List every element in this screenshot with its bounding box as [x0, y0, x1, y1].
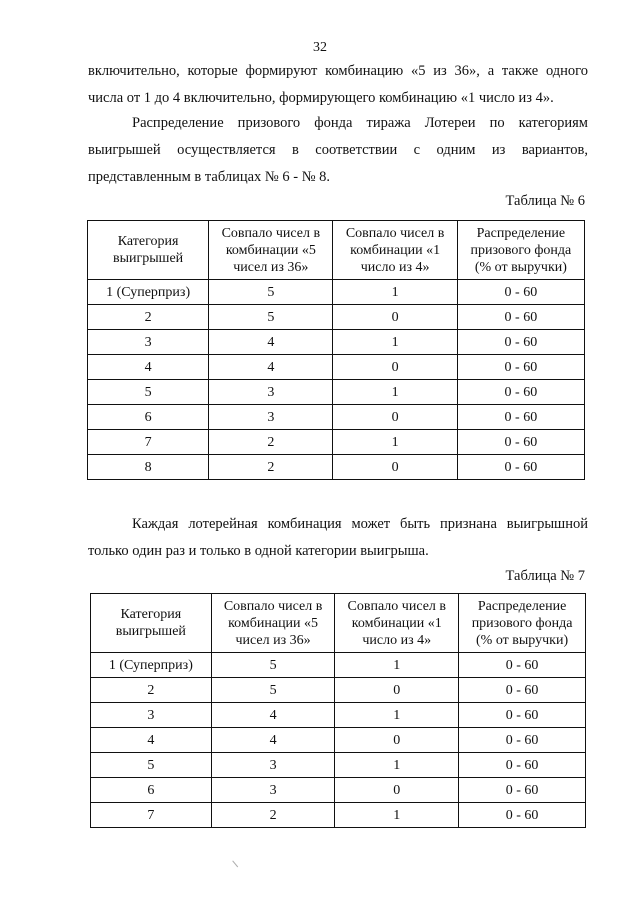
table-cell: 5 — [88, 380, 209, 405]
table-cell: 1 (Суперприз) — [88, 280, 209, 305]
paragraph-single-win-rule — [88, 511, 588, 565]
header-prize-share: Распределение призового фонда (% от выручки) — [457, 221, 584, 280]
table-header-row — [88, 221, 585, 280]
table-cell: 0 - 60 — [457, 380, 584, 405]
table-cell: 1 — [335, 653, 459, 678]
header-match-1-of-4: Совпало чисел в комбинации «1 число из 4» — [335, 594, 459, 653]
paragraph-continuation — [88, 58, 588, 112]
table-cell: 0 - 60 — [459, 753, 586, 778]
table-cell: 1 — [333, 430, 457, 455]
table-cell: 1 — [335, 803, 459, 828]
table-row — [88, 305, 585, 330]
table-cell: 0 — [333, 305, 457, 330]
table-cell: 0 - 60 — [459, 678, 586, 703]
table-cell: 5 — [91, 753, 212, 778]
table-row — [91, 653, 586, 678]
table-cell: 0 - 60 — [457, 355, 584, 380]
table-cell: 2 — [88, 305, 209, 330]
table-cell: 3 — [211, 778, 335, 803]
header-prize-share: Распределение призового фонда (% от выручки) — [459, 594, 586, 653]
paragraph-line: Каждая лотерейная комбинация может быть признана выигрышной — [132, 516, 588, 532]
paragraph-line: представленным в таблицах № 6 - № 8. — [88, 169, 331, 185]
table-row — [88, 430, 585, 455]
table-cell: 0 - 60 — [457, 405, 584, 430]
table-cell: 0 — [333, 455, 457, 480]
table-cell: 0 — [335, 728, 459, 753]
table-cell: 0 - 60 — [457, 280, 584, 305]
table-row — [91, 728, 586, 753]
table-cell: 5 — [211, 653, 335, 678]
table-cell: 3 — [209, 405, 333, 430]
table-cell: 4 — [91, 728, 212, 753]
table-cell: 4 — [209, 355, 333, 380]
table-row — [88, 355, 585, 380]
table-cell: 4 — [209, 330, 333, 355]
table-cell: 2 — [91, 678, 212, 703]
paragraph-line: только один раз и только в одной категории выигрыша. — [88, 543, 429, 559]
table-cell: 0 - 60 — [459, 803, 586, 828]
table-cell: 0 — [333, 405, 457, 430]
table-row — [88, 405, 585, 430]
table-cell: 7 — [91, 803, 212, 828]
table-cell: 3 — [209, 380, 333, 405]
header-match-1-of-4: Совпало чисел в комбинации «1 число из 4» — [333, 221, 457, 280]
table-cell: 4 — [211, 728, 335, 753]
table-row — [91, 778, 586, 803]
paragraph-line: числа от 1 до 4 включительно, формирующего комбинацию «1 число из 4». — [88, 90, 554, 106]
table-cell: 0 - 60 — [457, 330, 584, 355]
paragraph-line: включительно, которые формируют комбинацию «5 из 36», а также одного — [88, 63, 588, 79]
table-row — [88, 280, 585, 305]
table-cell: 1 — [335, 703, 459, 728]
table-cell: 0 - 60 — [459, 728, 586, 753]
table-cell: 0 — [335, 778, 459, 803]
table-7 — [90, 593, 586, 828]
scan-mark — [232, 857, 243, 868]
table-cell: 0 - 60 — [457, 455, 584, 480]
table-cell: 1 — [333, 330, 457, 355]
table-cell: 2 — [209, 430, 333, 455]
table-cell: 1 (Суперприз) — [91, 653, 212, 678]
table-cell: 5 — [211, 678, 335, 703]
table-header-row — [91, 594, 586, 653]
table-cell: 3 — [88, 330, 209, 355]
table-row — [91, 678, 586, 703]
table-cell: 1 — [335, 753, 459, 778]
table-cell: 0 — [333, 355, 457, 380]
table-cell: 4 — [211, 703, 335, 728]
table-cell: 6 — [88, 405, 209, 430]
table-cell: 8 — [88, 455, 209, 480]
table-cell: 5 — [209, 305, 333, 330]
header-category: Категория выигрышей — [88, 221, 209, 280]
table-cell: 2 — [209, 455, 333, 480]
table-cell: 0 - 60 — [459, 778, 586, 803]
table-cell: 1 — [333, 280, 457, 305]
table-6-caption: Таблица № 6 — [505, 193, 585, 209]
table-cell: 0 — [335, 678, 459, 703]
table-row — [91, 803, 586, 828]
table-cell: 0 - 60 — [457, 430, 584, 455]
table-cell: 4 — [88, 355, 209, 380]
table-cell: 3 — [91, 703, 212, 728]
page-number: 32 — [313, 40, 327, 55]
table-cell: 0 - 60 — [459, 653, 586, 678]
table-row — [91, 753, 586, 778]
table-cell: 2 — [211, 803, 335, 828]
table-row — [88, 455, 585, 480]
paragraph-line: Распределение призового фонда тиража Лотереи по категориям — [132, 115, 588, 131]
table-cell: 7 — [88, 430, 209, 455]
table-cell: 6 — [91, 778, 212, 803]
table-6 — [87, 220, 585, 480]
table-7-caption: Таблица № 7 — [505, 568, 585, 584]
table-cell: 1 — [333, 380, 457, 405]
table-cell: 0 - 60 — [459, 703, 586, 728]
table-cell: 3 — [211, 753, 335, 778]
table-row — [88, 380, 585, 405]
header-category: Категория выигрышей — [91, 594, 212, 653]
header-match-5-of-36: Совпало чисел в комбинации «5 чисел из 36» — [211, 594, 335, 653]
header-match-5-of-36: Совпало чисел в комбинации «5 чисел из 36» — [209, 221, 333, 280]
table-cell: 5 — [209, 280, 333, 305]
table-cell: 0 - 60 — [457, 305, 584, 330]
paragraph-line: выигрышей осуществляется в соответствии с одним из вариантов, — [88, 142, 588, 158]
table-row — [88, 330, 585, 355]
paragraph-prize-distribution — [88, 110, 588, 191]
table-row — [91, 703, 586, 728]
